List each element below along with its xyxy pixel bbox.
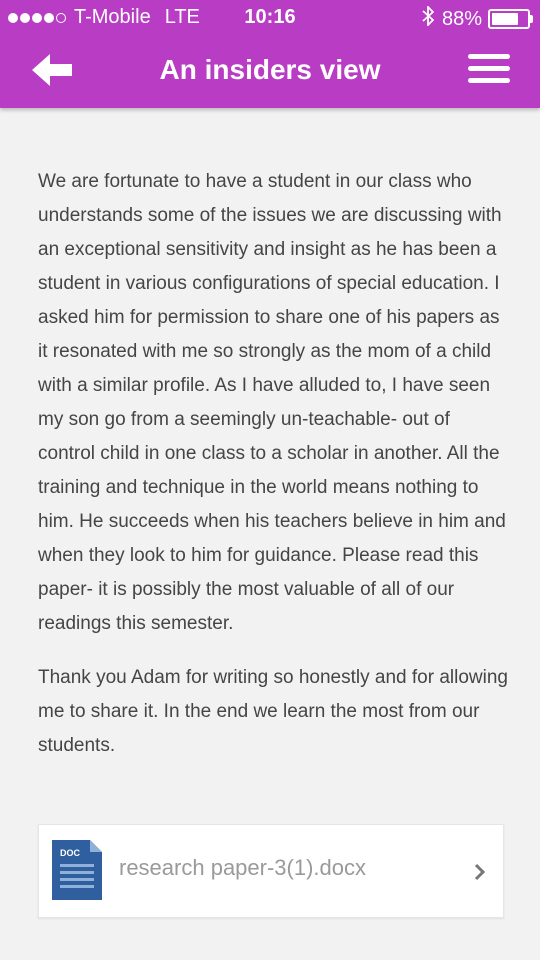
chevron-right-icon — [473, 861, 487, 883]
app-header — [0, 0, 540, 108]
attachment-row[interactable] — [38, 824, 504, 918]
status-time: 10:16 — [244, 6, 296, 28]
post-body — [38, 165, 508, 783]
status-bar — [0, 0, 540, 36]
hamburger-menu-icon[interactable] — [468, 54, 510, 84]
battery-percent: 88% — [441, 7, 482, 30]
carrier-name: T-Mobile — [74, 6, 151, 28]
battery-icon — [488, 9, 530, 29]
attachment-file-name: research paper-3(1).docx — [119, 855, 367, 880]
doc-icon-label: DOC — [60, 848, 80, 858]
post-paragraph: Thank you Adam for writing so honestly and for allowing me to share it. In the end we learn the most from our students. — [38, 667, 508, 756]
post-paragraph: We are fortunate to have a student in our class who understands some of the issues we are discussing with an exceptional sensitivity and insight as he has been a student in various configurations of special education. I asked him for permission to share one of his papers as it resonated with me so strongly as the mom of a child with a similar profile. As I have alluded to, I have seen my son go from a seemingly un-teachable- out of control child in one class to a scholar in another. All the training and technique in the world means nothing to him. He succeeds when his teachers believe in him and when they look to him for guidance. Please read this paper- it is possibly the most valuable of all of our readings this semester. — [38, 171, 506, 634]
network-type: LTE — [164, 6, 200, 28]
nav-bar — [0, 36, 540, 108]
page-title: An insiders view — [159, 54, 381, 85]
doc-file-icon — [52, 840, 102, 900]
bluetooth-icon — [422, 6, 434, 32]
